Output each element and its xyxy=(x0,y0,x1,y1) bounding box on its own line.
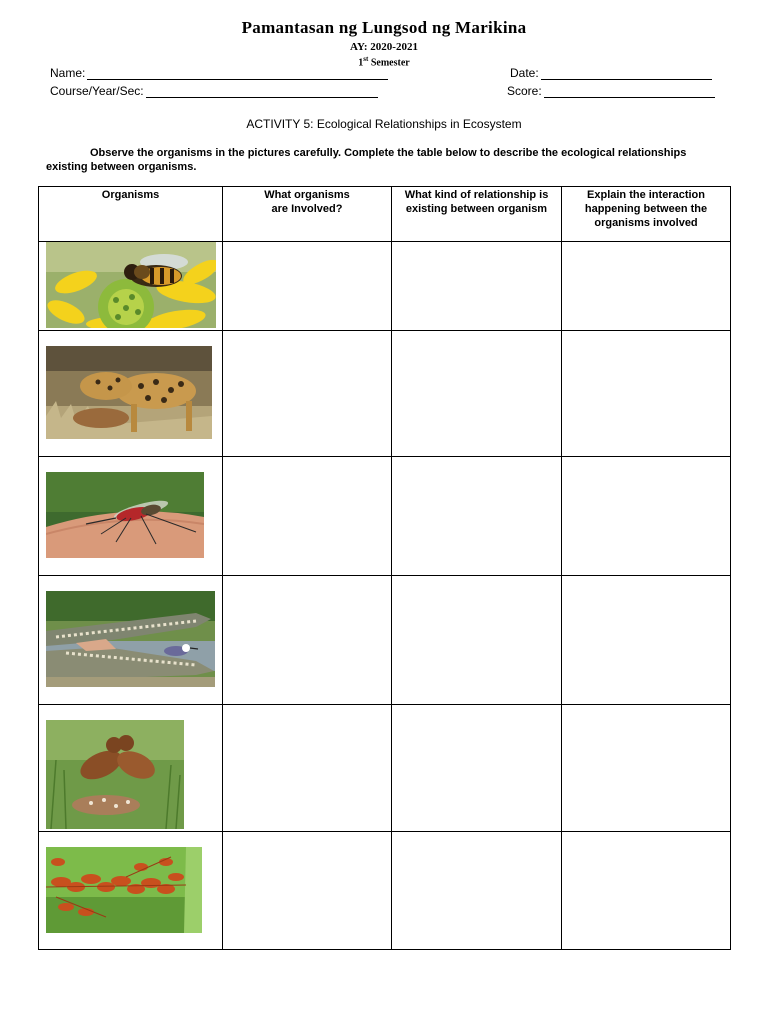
answer-cell[interactable] xyxy=(562,705,731,832)
academic-year: AY: 2020-2021 xyxy=(350,41,418,53)
table-row xyxy=(39,705,731,832)
header xyxy=(0,18,768,68)
answer-cell[interactable] xyxy=(392,331,562,457)
table-row xyxy=(39,331,731,457)
answer-cell[interactable] xyxy=(562,331,731,457)
organism-cell xyxy=(39,832,223,950)
header-organisms-involved: What organisms are Involved? xyxy=(223,187,392,242)
answer-cell[interactable] xyxy=(223,705,392,832)
semester: 1st Semester xyxy=(358,55,410,69)
score-label: Score: xyxy=(507,84,542,98)
answer-cell[interactable] xyxy=(392,832,562,950)
score-line[interactable] xyxy=(544,85,715,98)
answer-cell[interactable] xyxy=(223,457,392,576)
mosquito-skin-image xyxy=(46,472,204,558)
header-organisms: Organisms xyxy=(39,187,223,242)
answer-cell[interactable] xyxy=(223,331,392,457)
answer-cell[interactable] xyxy=(223,576,392,705)
organism-cell xyxy=(39,457,223,576)
name-label: Name: xyxy=(50,66,86,80)
header-relationship: What kind of relationship is existing between organism xyxy=(392,187,562,242)
organism-cell xyxy=(39,242,223,331)
answer-cell[interactable] xyxy=(562,242,731,331)
organism-cell xyxy=(39,331,223,457)
activity-title: ACTIVITY 5: Ecological Relationships in Ecosystem xyxy=(246,117,522,131)
organism-cell xyxy=(39,576,223,705)
answer-cell[interactable] xyxy=(223,832,392,950)
answer-cell[interactable] xyxy=(392,576,562,705)
answer-cell[interactable] xyxy=(223,242,392,331)
answer-cell[interactable] xyxy=(562,457,731,576)
instructions: Observe the organisms in the pictures carefully. Complete the table below to describe the ecological relationships existing between organisms. xyxy=(46,147,687,173)
table-row xyxy=(39,457,731,576)
course-field[interactable] xyxy=(50,84,378,98)
answer-cell[interactable] xyxy=(392,457,562,576)
leopard-prey-image xyxy=(46,346,212,439)
header-explanation: Explain the interaction happening between the organisms involved xyxy=(562,187,731,242)
bee-flower-image xyxy=(46,242,216,328)
course-label: Course/Year/Sec: xyxy=(50,84,144,98)
course-line[interactable] xyxy=(146,85,378,98)
organism-cell xyxy=(39,705,223,832)
table-row xyxy=(39,832,731,950)
table-header-row xyxy=(39,187,731,242)
worksheet-table xyxy=(38,186,731,950)
answer-cell[interactable] xyxy=(562,576,731,705)
date-line[interactable] xyxy=(541,67,712,80)
table-row xyxy=(39,576,731,705)
crocodile-bird-image xyxy=(46,591,215,687)
table-row xyxy=(39,242,731,331)
name-field[interactable] xyxy=(50,66,388,80)
answer-cell[interactable] xyxy=(392,242,562,331)
school-name: Pamantasan ng Lungsod ng Marikina xyxy=(241,18,527,37)
score-field[interactable] xyxy=(507,84,715,98)
answer-cell[interactable] xyxy=(392,705,562,832)
animals-fighting-image xyxy=(46,720,184,829)
date-field[interactable] xyxy=(510,66,712,80)
weaver-ants-image xyxy=(46,847,202,933)
name-line[interactable] xyxy=(87,67,388,80)
date-label: Date: xyxy=(510,66,539,80)
answer-cell[interactable] xyxy=(562,832,731,950)
